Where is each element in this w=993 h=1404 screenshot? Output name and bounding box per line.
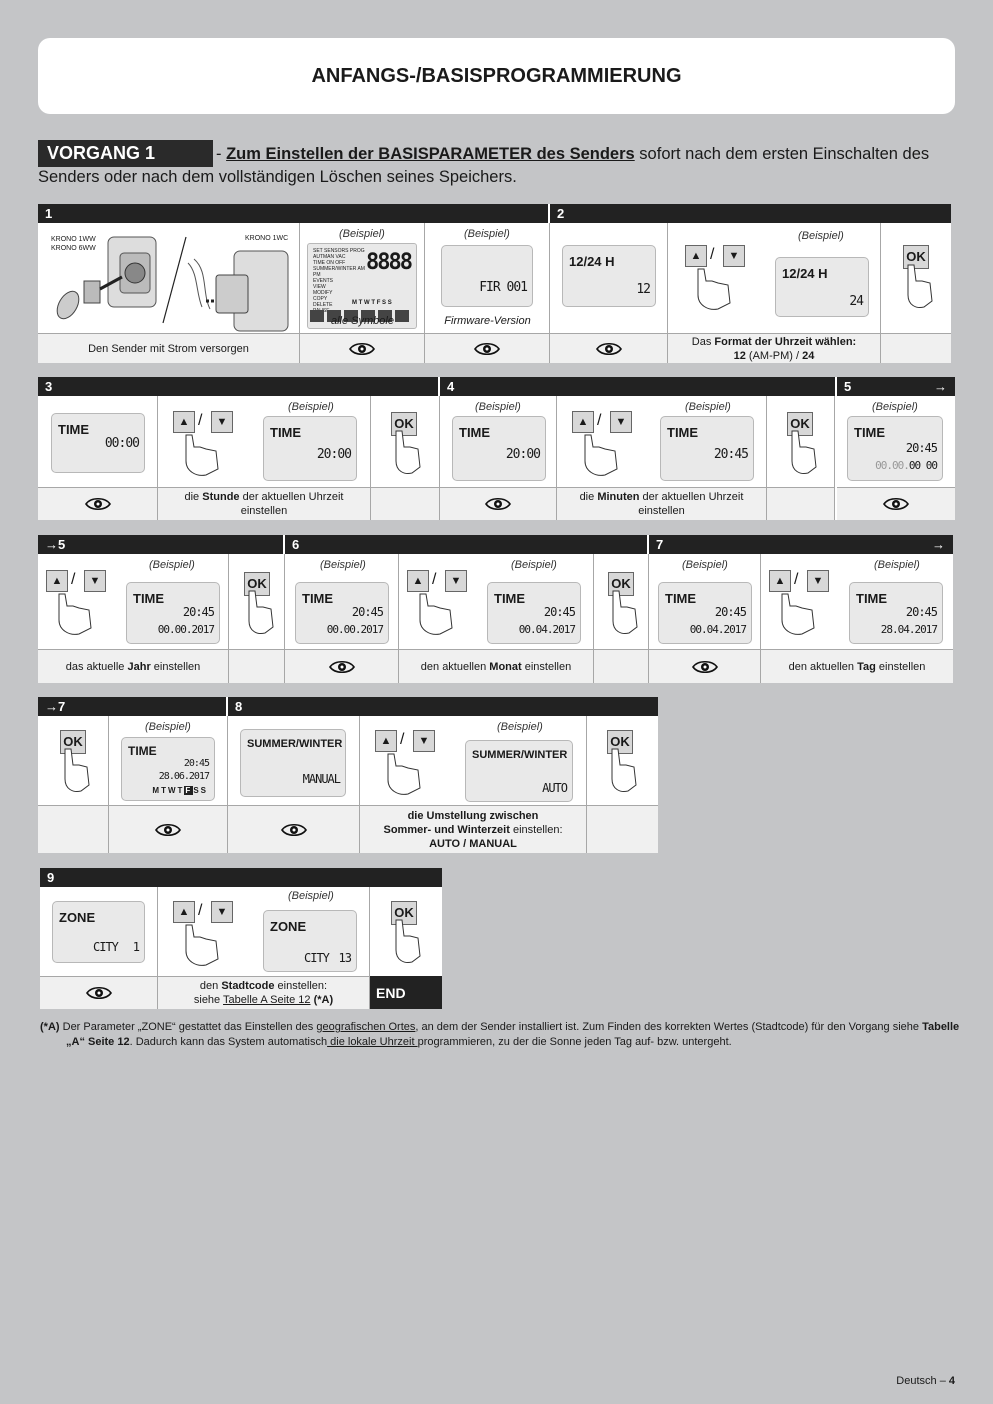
lcd-symbol: VAC (335, 254, 346, 260)
step8-display-cell (228, 716, 360, 805)
format-label: 12/24 H (569, 254, 615, 269)
empty-footer (594, 649, 649, 683)
hand-icon (603, 589, 643, 639)
beispiel-label: (Beispiel) (149, 559, 195, 571)
step4-display-cell (440, 396, 557, 487)
time-label: TIME (302, 591, 334, 606)
step1-all-symbols-cell (300, 223, 425, 333)
summer-winter-label: SUMMER/WINTER (247, 738, 343, 750)
footnote-underline: geografischen Ortes (316, 1021, 416, 1033)
beispiel-label: (Beispiel) (872, 401, 918, 413)
step1-firmware-cell (425, 223, 550, 333)
row1-panel (38, 204, 951, 363)
eye-cell (425, 333, 550, 363)
page-number: 4 (948, 1375, 955, 1387)
format-label: 12/24 H (782, 266, 828, 281)
hand-icon (898, 263, 938, 313)
lcd-format-24 (775, 257, 869, 317)
footer-text: einstellen: (509, 823, 563, 836)
lcd-time-date (847, 416, 943, 481)
hand-icon (410, 588, 460, 638)
date-value: 28.06.2017 (158, 771, 209, 782)
eye-cell (228, 805, 360, 853)
step8-ok-cell (587, 716, 658, 805)
lcd-time (452, 416, 546, 481)
empty-footer (881, 333, 951, 363)
lcd-symbol: MODIFY (313, 290, 333, 296)
ok-button[interactable]: OK (391, 901, 417, 925)
zone-label: ZONE (270, 919, 307, 934)
city-label: CITY (304, 951, 329, 965)
step4-change-cell (557, 396, 767, 487)
lcd-time-date (849, 582, 943, 644)
footer-text: Das (691, 335, 715, 348)
footer-text: einstellen (521, 660, 572, 673)
footer-text: der aktuellen Uhrzeit einstellen (239, 491, 344, 517)
step1-device-illustration (38, 223, 300, 333)
ok-button[interactable]: OK (391, 412, 417, 436)
date-value: 28.04.2017 (880, 623, 937, 636)
date-value: 00.00.2017 (326, 623, 383, 636)
empty-footer (767, 487, 835, 520)
eye-cell (649, 649, 761, 683)
up-button[interactable]: ▲ (46, 570, 68, 592)
time-label: TIME (665, 591, 697, 606)
intro-heading: Zum Einstellen der BASISPARAMETER des Senders (226, 145, 635, 163)
weekday: T (371, 300, 376, 306)
beispiel-label: (Beispiel) (339, 228, 385, 240)
time-value: 00:00 (104, 436, 139, 451)
step2-display-cell (550, 223, 668, 333)
ok-button[interactable]: OK (903, 245, 929, 269)
footer-text: einstellen: (274, 980, 328, 992)
down-button[interactable]: ▼ (445, 570, 467, 592)
lcd-firmware (441, 245, 533, 307)
step6-display-cell (285, 554, 399, 649)
lcd-symbol: SET (313, 248, 323, 254)
step3-ok-cell (371, 396, 440, 487)
footnote-text: Der Parameter „ZONE“ gestattet das Einstellen des (59, 1021, 317, 1033)
step9-bar: 9 (40, 868, 442, 887)
slash: / (400, 731, 405, 748)
beispiel-label: (Beispiel) (511, 559, 557, 571)
eye-cell (285, 649, 399, 683)
weekday: W (167, 786, 178, 795)
footer-text: siehe (193, 994, 224, 1006)
lcd-time-date (487, 582, 581, 644)
format-value: 24 (849, 294, 863, 309)
continue-arrow: → (932, 537, 945, 552)
footer-bold: Monat (489, 660, 522, 673)
lcd-big-digits: 8888 (366, 250, 411, 275)
date-dim: 00.00. (875, 459, 909, 472)
beispiel-label: (Beispiel) (874, 559, 920, 571)
down-button[interactable]: ▼ (610, 411, 632, 433)
step-number: 5 (844, 379, 852, 394)
eye-cell (109, 805, 228, 853)
slash: / (198, 902, 203, 919)
step7-ok-cell (38, 716, 109, 805)
lcd-symbol: TIME (313, 260, 325, 266)
weekday: S (387, 300, 392, 306)
beispiel-label: (Beispiel) (475, 401, 521, 413)
footnote-ref: (*A) (313, 994, 334, 1006)
step7-bar (649, 535, 953, 554)
summer-winter-value: MANUAL (302, 772, 340, 786)
slash: / (432, 571, 437, 588)
step3-display-cell (38, 396, 158, 487)
hand-icon (688, 263, 738, 313)
step8-change-cell (360, 716, 587, 805)
up-button[interactable]: ▲ (173, 901, 195, 923)
time-label: TIME (854, 425, 886, 440)
lcd-symbol: EVENTS (313, 278, 334, 284)
lcd-symbol: PROG (349, 248, 365, 254)
time-value: 20:45 (714, 605, 746, 619)
step3-change-cell (158, 396, 371, 487)
step9-change-cell (158, 887, 370, 976)
eye-icon (329, 660, 355, 674)
up-button[interactable]: ▲ (407, 570, 429, 592)
date-value (875, 459, 937, 472)
footnote-bold: Tabelle „A“ Seite 12 (66, 1021, 960, 1048)
footer-bold: 12 (733, 349, 746, 362)
step5-display-cell (837, 396, 955, 487)
summer-winter-label: SUMMER/WINTER (472, 749, 568, 761)
hand-icon (176, 429, 226, 479)
empty-footer (587, 805, 658, 853)
footer-bold: Minuten (597, 491, 640, 503)
footer-bold: Sommer- und Winterzeit (383, 823, 510, 836)
footer-bold: Format der Uhrzeit wählen: (714, 335, 857, 348)
up-button[interactable]: ▲ (173, 411, 195, 433)
lcd-time-date-weekday (121, 737, 215, 801)
footer-text: das aktuelle (65, 660, 128, 673)
step4-ok-cell (767, 396, 835, 487)
eye-icon (155, 823, 181, 837)
weekday: W (364, 300, 370, 306)
step2-bar: 2 (550, 204, 951, 223)
slash: / (71, 571, 76, 588)
end-label: END (370, 976, 442, 1009)
footer-bold: Stadtcode (221, 980, 275, 992)
hand-icon (55, 747, 95, 797)
lcd-symbol: ON OFF (326, 260, 346, 266)
step3-bar: 3 (38, 377, 438, 396)
time-value: 20:45 (351, 605, 383, 619)
format-value: 12 (636, 282, 650, 297)
zone-label: ZONE (59, 910, 96, 925)
step2-footer (668, 333, 881, 363)
hand-icon (176, 919, 226, 969)
intro-dash: - (216, 145, 227, 163)
beispiel-label: (Beispiel) (464, 228, 510, 240)
step9-ok-cell (370, 887, 442, 976)
date-value: 00.04.2017 (518, 623, 575, 636)
eye-cell (300, 333, 425, 363)
step7-weekday-cell (109, 716, 228, 805)
lcd-symbol: VIEW (313, 284, 326, 290)
step5-cont-bar: →5 (38, 535, 283, 554)
lcd-time (660, 416, 754, 481)
step8-bar: 8 (228, 697, 658, 716)
time-value: 20:00 (505, 447, 540, 462)
device-label-left: KRONO 1WW KRONO 6WW (51, 236, 96, 252)
step6-footer (399, 649, 594, 683)
table-a-link[interactable]: Tabelle A Seite 12 (223, 994, 311, 1006)
step7-footer (761, 649, 953, 683)
time-value: 20:45 (183, 758, 209, 769)
lcd-zone (263, 910, 357, 972)
footnote-text: , an dem der Sender installiert ist. Zum Finden des korrekten Wertes (Stadtcode) für den Vorgang siehe (415, 1021, 923, 1033)
eye-icon (692, 660, 718, 674)
slash: / (710, 246, 715, 263)
time-label: TIME (459, 425, 491, 440)
lcd-symbol: AUTMAN (313, 254, 335, 260)
step7-display-cell (649, 554, 761, 649)
firmware-display: FIR 001 (479, 280, 527, 295)
ok-button[interactable]: OK (607, 730, 633, 754)
down-button[interactable]: ▼ (211, 901, 233, 923)
lcd-symbol: AM PM (313, 266, 365, 278)
lcd-time (263, 416, 357, 481)
footer-bold: Stunde (202, 491, 240, 503)
step8-footer (360, 805, 587, 853)
beispiel-label: (Beispiel) (288, 401, 334, 413)
eye-icon (86, 986, 112, 1000)
page-footer (896, 1375, 955, 1387)
down-button[interactable]: ▼ (807, 570, 829, 592)
up-button[interactable]: ▲ (769, 570, 791, 592)
eye-cell (40, 976, 158, 1009)
beispiel-label: (Beispiel) (288, 890, 334, 902)
all-symbols-caption: alle Symbole (331, 315, 394, 327)
hand-icon (772, 588, 822, 638)
step2-ok-cell (881, 223, 951, 333)
page-title: ANFANGS-/BASISPROGRAMMIERUNG (311, 65, 682, 87)
time-value: 20:45 (905, 441, 937, 455)
hand-icon (782, 429, 822, 479)
city-code: 13 (338, 951, 351, 965)
footer-bold: AUTO / MANUAL (429, 837, 517, 850)
up-button[interactable]: ▲ (375, 730, 397, 752)
row4-panel (38, 697, 658, 853)
step1-footer: Den Sender mit Strom versorgen (38, 333, 300, 363)
time-label: TIME (494, 591, 526, 606)
time-label: TIME (270, 425, 302, 440)
beispiel-label: (Beispiel) (320, 559, 366, 571)
footer-text: den (199, 980, 222, 992)
footer-language: Deutsch – (896, 1375, 949, 1387)
step9-footer (158, 976, 370, 1009)
step5-year-footer (38, 649, 229, 683)
beispiel-label: (Beispiel) (497, 721, 543, 733)
step6-ok-cell (594, 554, 649, 649)
step4-footer (557, 487, 767, 520)
step4-bar: 4 (440, 377, 835, 396)
footer-text: (AM-PM) / (745, 349, 803, 362)
up-button[interactable]: ▲ (572, 411, 594, 433)
eye-icon (596, 342, 622, 356)
time-value: 20:45 (543, 605, 575, 619)
lcd-time-date (126, 582, 220, 644)
footer-text: den aktuellen (788, 660, 858, 673)
row5-panel (40, 868, 442, 1009)
date-active: 00 00 (908, 459, 937, 472)
footer-text: einstellen (875, 660, 926, 673)
footnote-marker: (*A) (40, 1021, 60, 1033)
eye-cell (837, 487, 955, 520)
time-value: 20:45 (713, 447, 748, 462)
lcd-weekday-row (352, 300, 392, 306)
lcd-time-date (295, 582, 389, 644)
beispiel-label: (Beispiel) (145, 721, 191, 733)
time-value: 20:45 (182, 605, 214, 619)
time-label: TIME (133, 591, 165, 606)
step3-footer (158, 487, 371, 520)
intro-rest: sofort nach dem ersten Einschalten des Senders oder nach dem vollständigen Löschen seines Speichers. (38, 145, 930, 186)
step6-bar: 6 (285, 535, 647, 554)
firmware-caption: Firmware-Version (444, 315, 531, 327)
step6-change-cell (399, 554, 594, 649)
time-label: TIME (856, 591, 888, 606)
power-connection-illustration (38, 223, 300, 333)
lcd-zone (52, 901, 145, 963)
eye-icon (883, 497, 909, 511)
eye-icon (485, 497, 511, 511)
weekday-selected: F (185, 786, 193, 795)
slash: / (597, 412, 602, 429)
ok-button[interactable]: OK (608, 572, 634, 596)
beispiel-label: (Beispiel) (682, 559, 728, 571)
lcd-symbol: SUMMER/WINTER (313, 266, 357, 272)
eye-icon (85, 497, 111, 511)
step2-change-cell (668, 223, 881, 333)
row3-panel (38, 535, 953, 683)
beispiel-label: (Beispiel) (798, 230, 844, 242)
lcd-symbol: DELETE (313, 302, 333, 308)
empty-footer (38, 805, 109, 853)
weekday: M (152, 786, 162, 795)
ok-button[interactable]: OK (244, 572, 270, 596)
footnote-underline: die lokale Uhrzeit (327, 1036, 418, 1048)
lcd-summer-winter (465, 740, 573, 802)
eye-cell (440, 487, 557, 520)
footer-text: der aktuellen Uhrzeit einstellen (638, 491, 744, 517)
footer-bold: Jahr (127, 660, 151, 673)
weekday-row (152, 786, 208, 795)
footer-text: die (184, 491, 203, 503)
time-value: 20:45 (905, 605, 937, 619)
footnote (40, 1020, 960, 1050)
lcd-format-12 (562, 245, 656, 307)
footnote-text: programmieren, zu der die Sonne jeden Tag auf- bzw. untergeht. (417, 1036, 732, 1048)
continue-arrow: → (934, 379, 947, 394)
lcd-summer-winter (240, 729, 346, 797)
slash: / (198, 412, 203, 429)
weekday: M (352, 300, 357, 306)
step9-display-cell (40, 887, 158, 976)
eye-icon (281, 823, 307, 837)
vorgang-badge: VORGANG 1 (38, 140, 213, 167)
footer-text: die (579, 491, 598, 503)
step5-ok-cell (229, 554, 285, 649)
city-label: CITY (93, 940, 118, 954)
weekday: T (358, 300, 363, 306)
row2-panel (38, 377, 955, 520)
down-button[interactable]: ▼ (211, 411, 233, 433)
time-label: TIME (128, 744, 157, 758)
time-label: TIME (667, 425, 699, 440)
date-value: 00.04.2017 (689, 623, 746, 636)
step1-bar: 1 (38, 204, 548, 223)
lcd-symbol: COPY (313, 296, 328, 302)
hand-icon (49, 588, 99, 638)
empty-footer (371, 487, 440, 520)
eye-icon (349, 342, 375, 356)
hand-icon (575, 429, 625, 479)
hand-icon (386, 918, 426, 968)
lcd-time (51, 413, 145, 473)
empty-footer (229, 649, 285, 683)
hand-icon (386, 429, 426, 479)
down-button[interactable]: ▼ (723, 245, 745, 267)
up-button[interactable]: ▲ (685, 245, 707, 267)
step5-year-change-cell (38, 554, 229, 649)
title-box (38, 38, 955, 114)
weekday: S (382, 300, 387, 306)
slash: / (794, 571, 799, 588)
lcd-time-date (658, 582, 752, 644)
down-button[interactable]: ▼ (413, 730, 435, 752)
city-code: 1 (132, 940, 139, 954)
step7-cont-bar: →7 (38, 697, 226, 716)
footer-text: den aktuellen (420, 660, 490, 673)
hand-icon (378, 748, 428, 798)
footer-bold: 24 (802, 349, 815, 362)
eye-icon (474, 342, 500, 356)
lcd-symbol: SENSORS (324, 248, 349, 254)
time-label: TIME (58, 422, 90, 437)
down-button[interactable]: ▼ (84, 570, 106, 592)
footnote-text: . Dadurch kann das System automatisch (129, 1036, 328, 1048)
weekday: F (376, 300, 381, 306)
date-value: 00.00.2017 (157, 623, 214, 636)
eye-cell (550, 333, 668, 363)
step7-change-cell (761, 554, 953, 649)
beispiel-label: (Beispiel) (685, 401, 731, 413)
ok-button[interactable]: OK (60, 730, 86, 754)
weekday: T (177, 786, 185, 795)
footer-text: einstellen (150, 660, 201, 673)
footer-bold: die Umstellung zwischen (407, 809, 539, 822)
hand-icon (239, 589, 279, 639)
weekday: S (200, 786, 208, 795)
weekday: S (193, 786, 201, 795)
step5-bar (837, 377, 955, 396)
time-value: 20:00 (316, 447, 351, 462)
intro-text (38, 143, 958, 189)
device-label-right: KRONO 1WC (245, 235, 289, 242)
weekday: T (161, 786, 168, 795)
ok-button[interactable]: OK (787, 412, 813, 436)
footer-bold: Tag (857, 660, 876, 673)
summer-winter-value: AUTO (542, 781, 567, 795)
eye-cell (38, 487, 158, 520)
step-number: 7 (656, 537, 664, 552)
hand-icon (602, 747, 642, 797)
